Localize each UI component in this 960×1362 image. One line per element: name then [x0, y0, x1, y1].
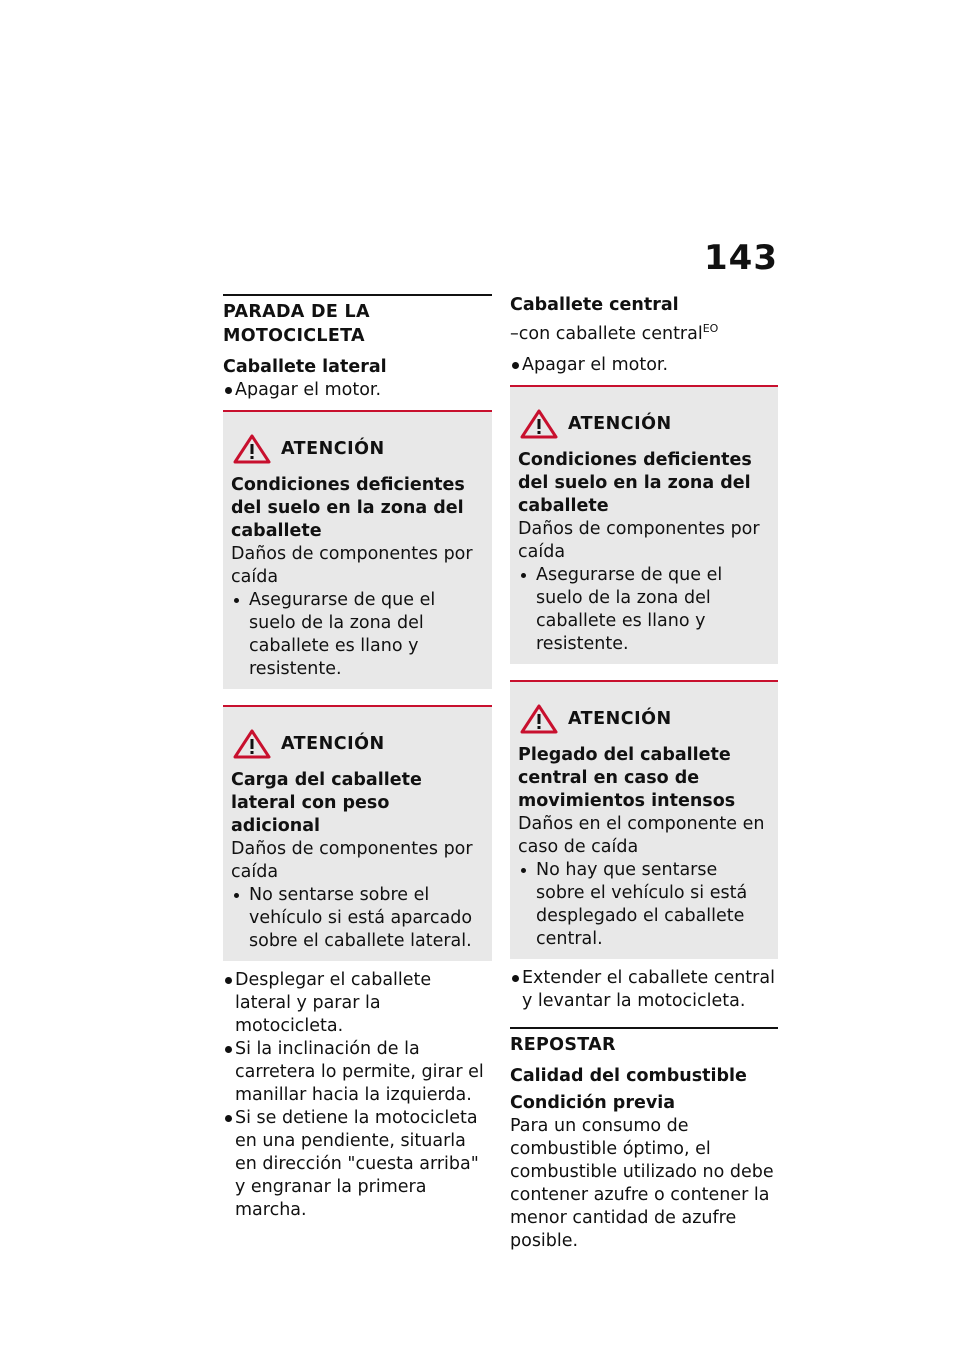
warning-text: Daños de componentes por caída [231, 544, 473, 587]
bullet-apagar-motor: Apagar el motor. [223, 379, 492, 402]
warning-text: Daños de componentes por caída [231, 839, 473, 882]
warning-header [520, 704, 770, 734]
warning-bullet: Asegurarse de que el suelo de la zona del caballete es llano y resistente. [231, 589, 484, 681]
warning-label: ATENCIÓN [281, 734, 385, 754]
warning-box-plegado [510, 680, 778, 959]
bullet-extender: Extender el caballete central y levantar la motocicleta. [510, 967, 778, 1013]
warning-bullet: No hay que sentarse sobre el vehículo si está desplegado el caballete central. [518, 859, 770, 951]
warning-title: Condiciones deficientes del suelo en la zona del caballete [231, 475, 465, 541]
warning-title: Plegado del caballete central en caso de movimientos intensos [518, 745, 736, 811]
warning-triangle-icon [520, 704, 558, 734]
section-title-repostar: REPOSTAR [510, 1027, 778, 1057]
warning-triangle-icon [233, 434, 271, 464]
warning-header [233, 729, 484, 759]
warning-bullet: No sentarse sobre el vehículo si está aparcado sobre el caballete lateral. [231, 884, 484, 953]
warning-label: ATENCIÓN [568, 414, 672, 434]
equipment-sup: EO [702, 322, 719, 335]
bullet-pendiente: Si se detiene la motocicleta en una pendiente, situarla en dirección "cuesta arriba" y engranar la primera marcha. [223, 1107, 492, 1222]
sub-heading-caballete-lateral: Caballete lateral [223, 357, 387, 377]
warning-bullet: Asegurarse de que el suelo de la zona del caballete es llano y resistente. [518, 564, 770, 656]
warning-header [520, 409, 770, 439]
warning-text: Daños de componentes por caída [518, 519, 760, 562]
bullet-inclinacion: Si la inclinación de la carretera lo permite, girar el manillar hacia la izquierda. [223, 1038, 492, 1107]
equipment-line [510, 317, 778, 346]
warning-triangle-icon [520, 409, 558, 439]
warning-title: Carga del caballete lateral con peso adicional [231, 770, 422, 836]
warning-box-suelo [223, 410, 492, 689]
page-number: 143 [704, 238, 778, 278]
left-column [223, 294, 492, 1222]
sub-heading-caballete-central: Caballete central [510, 295, 679, 315]
right-column [510, 294, 778, 1253]
warning-box-carga [223, 705, 492, 961]
warning-header [233, 434, 484, 464]
bullet-desplegar: Desplegar el caballete lateral y parar la motocicleta. [223, 969, 492, 1038]
warning-label: ATENCIÓN [281, 439, 385, 459]
sub-heading-condicion: Condición previa [510, 1093, 676, 1113]
warning-triangle-icon [233, 729, 271, 759]
sub-heading-calidad: Calidad del combustible [510, 1066, 747, 1086]
warning-box-suelo [510, 385, 778, 664]
warning-text: Daños en el componente en caso de caída [518, 814, 765, 857]
paragraph-combustible: Para un consumo de combustible óptimo, el combustible utilizado no debe contener azufre o contener la menor cantidad de azufre posible. [510, 1116, 774, 1251]
bullet-apagar-motor: Apagar el motor. [510, 354, 778, 377]
warning-label: ATENCIÓN [568, 709, 672, 729]
warning-title: Condiciones deficientes del suelo en la zona del caballete [518, 450, 752, 516]
section-title-parada: PARADA DE LA MOTOCICLETA [223, 294, 492, 348]
equipment-text: –con caballete central [510, 324, 703, 344]
